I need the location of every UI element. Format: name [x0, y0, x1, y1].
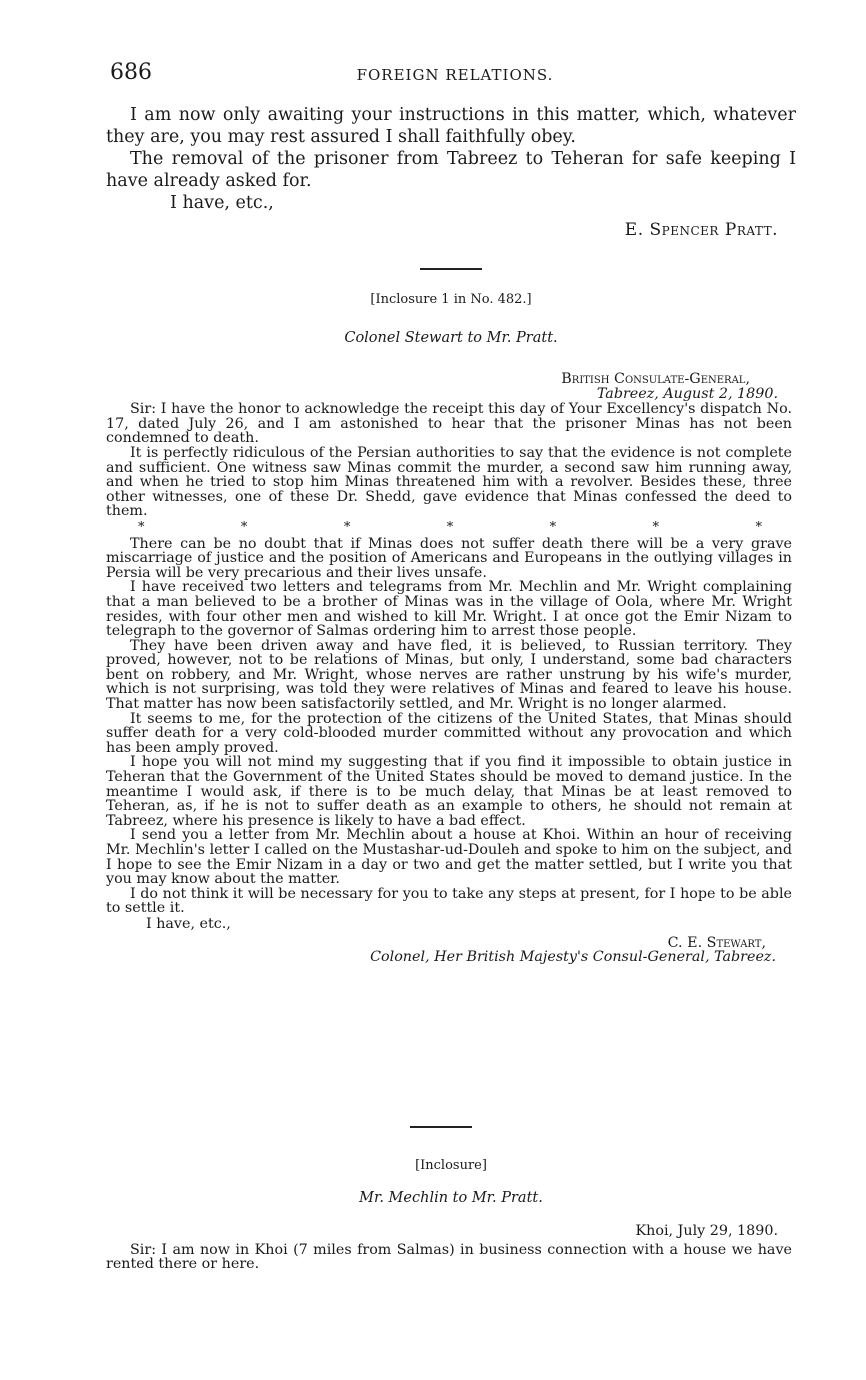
star: * — [755, 519, 762, 535]
mechlin-dateline: Khoi, July 29, 1890. — [635, 1223, 778, 1239]
letter-place: British Consulate-General, — [561, 371, 750, 387]
section-rule-2 — [410, 1126, 472, 1128]
letter-date: Tabreez, August 2, 1890. — [596, 385, 778, 402]
letter-paragraph: Sir: I have the honor to acknowledge the receipt this day of Your Excellency's dispatch No. 17, dated July 26, and I am astonished to hear that the prisoner Minas has not been condemned to death. — [106, 401, 792, 447]
opening-paragraph-1: I am now only awaiting your instructions in this matter, which, whatever they are, you may rest assured I shall faithfully obey. — [106, 105, 796, 147]
star: * — [343, 519, 351, 535]
stewart-title: Colonel, Her British Majesty's Consul-General, Tabreez. — [370, 949, 776, 966]
star: * — [446, 519, 454, 535]
star: * — [240, 519, 248, 535]
stewart-name: C. E. Stewart, — [667, 934, 766, 951]
opening-text — [106, 104, 796, 214]
star: * — [138, 519, 145, 535]
letter-closing: I have, etc., — [146, 915, 231, 932]
opening-paragraph-2: The removal of the prisoner from Tabreez to Teheran for safe keeping I have already asked for. — [106, 149, 796, 191]
inclosure1-label: [Inclosure 1 in No. 482.] — [370, 292, 532, 307]
letter-paragraph: I do not think it will be necessary for you to take any steps at present, for I hope to be able to settle it. — [106, 885, 792, 917]
letter-paragraph: There can be no doubt that if Minas does not suffer death there will be a very grave miscarriage of justice and the position of Americans and Europeans in the outlying villages in Persia will be very precarious and their lives unsafe. — [106, 535, 792, 581]
opening-closing: I have, etc., — [170, 193, 274, 213]
letter-paragraph: I have received two letters and telegrams from Mr. Mechlin and Mr. Wright complaining that a man believed to be a brother of Minas was in the village of Oola, where Mr. Wright resides, with four other men and wished to kill Mr. Wright. I at once got the Emir Nizam to telegraph to the governor of Salmas ordering him to arrest those people. — [106, 579, 792, 640]
ellipsis-stars — [106, 521, 792, 536]
letter-paragraph: I send you a letter from Mr. Mechlin about a house at Khoi. Within an hour of receiving Mr. Mechlin's letter I called on the Mustashar-ud-Douleh and spoke to him on the subject, and I hope to see the Emir Nizam in a day or two and get the matter settled, but I write you that you may know about the matter. — [106, 827, 792, 888]
pratt-signature: E. Spencer Pratt. — [624, 220, 778, 240]
page-number: 686 — [110, 60, 152, 85]
inclosure2-label: [Inclosure] — [415, 1158, 487, 1173]
star: * — [652, 519, 660, 535]
letter-paragraph: I hope you will not mind my suggesting that if you find it impossible to obtain justice in Teheran that the Government of the United States should be moved to demand justice. In the meantime I would ask, if there is to be much delay, that Minas be at least removed to Teheran, as, if he is not to suffer death as an example to others, he should not remain at Tabreez, where his presence is likely to have a bad effect. — [106, 754, 792, 829]
section-rule-1 — [420, 268, 482, 270]
letter-paragraph: It seems to me, for the protection of the citizens of the United States, that Minas should suffer death for a very cold-blooded murder committed without any provocation and which has been amply proved. — [106, 710, 792, 756]
star: * — [549, 519, 557, 535]
page-header — [110, 60, 800, 90]
mechlin-paragraph: Sir: I am now in Khoi (7 miles from Salmas) in business connection with a house we have rented there or here. — [106, 1241, 792, 1273]
letter-paragraph: It is perfectly ridiculous of the Persian authorities to say that the evidence is not complete and sufficient. One witness saw Minas commit the murder, a second saw him running away, and when he tried to stop him Minas threatened him with a revolver. Besides these, three other witnesses, one of these Dr. Shedd, gave evidence that Minas confessed the deed to them. — [106, 444, 792, 520]
inclosure1-title: Colonel Stewart to Mr. Pratt. — [344, 330, 558, 346]
inclosure1-letter — [106, 372, 792, 965]
letter-paragraph: They have been driven away and have fled, it is believed, to Russian territory. They proved, however, not to be relations of Minas, but only, I understand, some bad characters bent on robbery, and Mr. Wright, whose nerves are rather unstrung by his wife's murder, which is not surprising, was told they were relatives of Minas and feared to leave his house. That matter has now been satisfactorily settled, and Mr. Wright is no longer alarmed. — [106, 637, 792, 713]
inclosure2-title: Mr. Mechlin to Mr. Pratt. — [359, 1190, 543, 1206]
running-title: FOREIGN RELATIONS. — [356, 66, 554, 84]
inclosure2-letter — [106, 1224, 792, 1272]
